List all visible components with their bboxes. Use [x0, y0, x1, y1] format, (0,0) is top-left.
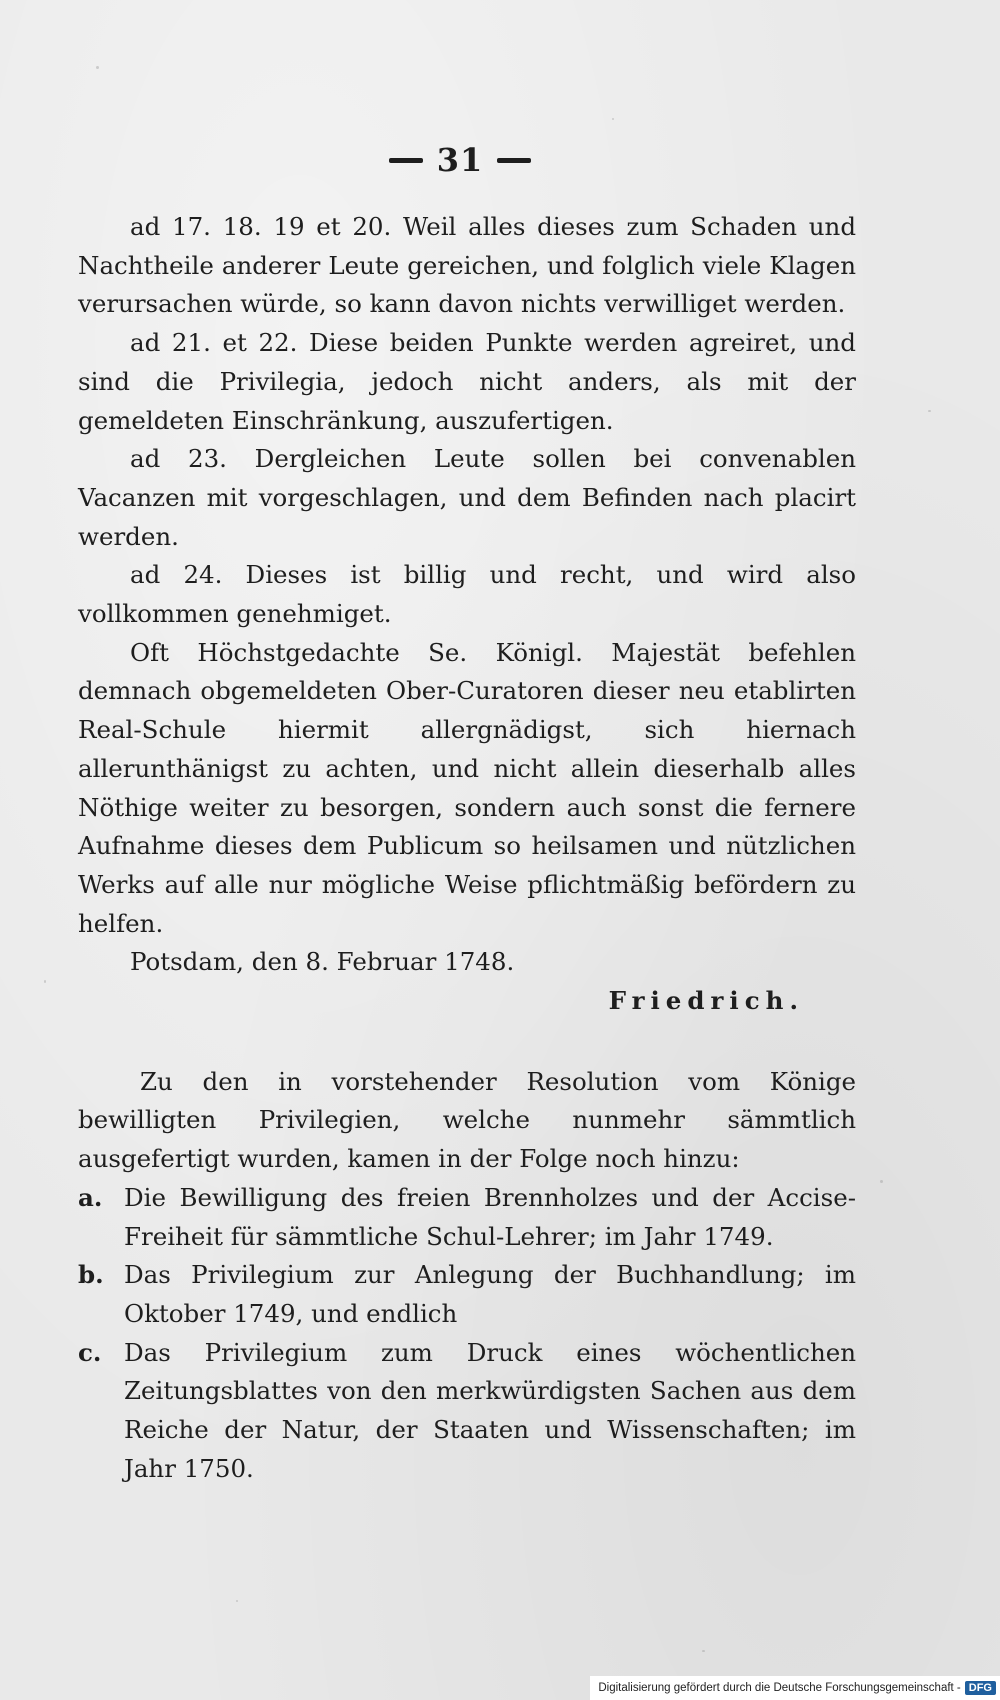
list-item-marker: c. — [78, 1337, 102, 1367]
page-body — [78, 208, 856, 1489]
paper-speck — [928, 410, 931, 412]
header-dash-left — [389, 158, 423, 163]
paragraph-ad-23: ad 23. Dergleichen Leute sollen bei convenablen Vacanzen mit vorgeschlagen, und dem Befinden nach placirt werden. — [78, 444, 856, 551]
paper-speck — [612, 118, 614, 120]
paper-speck — [44, 980, 46, 983]
paper-speck — [880, 1180, 883, 1183]
digitization-credit — [590, 1676, 1000, 1700]
paper-speck — [702, 1650, 705, 1652]
list-item — [78, 1334, 856, 1489]
page-number: 31 — [436, 141, 484, 179]
dfg-logo: DFG — [965, 1681, 996, 1695]
list-item-text: Das Privilegium zum Druck eines wöchentlichen Zeitungsblattes von den merkwürdigsten Sachen aus dem Reiche der Natur, der Staaten und Wissenschaften; im Jahr 1750. — [124, 1337, 856, 1483]
list-item-marker: a. — [78, 1182, 103, 1212]
page-header — [360, 140, 560, 180]
list-item — [78, 1179, 856, 1256]
place-date: Potsdam, den 8. Februar 1748. — [130, 947, 515, 977]
header-dash-right — [497, 158, 531, 163]
privilege-list — [78, 1179, 856, 1489]
credit-text: Digitalisierung gefördert durch die Deutsche Forschungsgemeinschaft - — [598, 1682, 961, 1694]
paragraph-royal-order: Oft Höchstgedachte Se. Königl. Majestät befehlen demnach obgemeldeten Ober-Curatoren dieser neu etablirten Real-Schule hiermit allergnädigst, sich hiernach allerunthänigst zu achten, und nicht allein dieserhalb alles Nöthige weiter zu besorgen, sondern auch sonst die fernere Aufnahme dieses dem Publicum so heilsamen und nützlichen Werks auf alle nur mögliche Weise pflichtmäßig befördern zu helfen. — [78, 637, 856, 938]
paper-speck — [96, 66, 99, 69]
supplement-intro: Zu den in vorstehender Resolution vom Könige bewilligten Privilegien, welche nunmehr sämmtlich ausgefertigt wurden, kamen in der Folge noch hinzu: — [78, 1066, 856, 1174]
paragraph-ad-21-22: ad 21. et 22. Diese beiden Punkte werden agreiret, und sind die Privilegia, jedoch nicht anders, als mit der gemeldeten Einschränkung, auszufertigen. — [78, 328, 856, 435]
paper-speck — [236, 1600, 238, 1602]
signature: Friedrich. — [608, 986, 804, 1016]
list-item — [78, 1256, 856, 1333]
list-item-text: Die Bewilligung des freien Brennholzes und der Accise-Freiheit für sämmtliche Schul-Lehrer; im Jahr 1749. — [124, 1182, 856, 1251]
paragraph-ad-17-20: ad 17. 18. 19 et 20. Weil alles dieses zum Schaden und Nachtheile anderer Leute gereichen, und folglich viele Klagen verursachen würde, so kann davon nichts verwilliget werden. — [78, 212, 856, 319]
list-item-text: Das Privilegium zur Anlegung der Buchhandlung; im Oktober 1749, und endlich — [124, 1260, 856, 1328]
paragraph-ad-24: ad 24. Dieses ist billig und recht, und wird also vollkommen genehmiget. — [78, 560, 856, 629]
list-item-marker: b. — [78, 1260, 104, 1290]
